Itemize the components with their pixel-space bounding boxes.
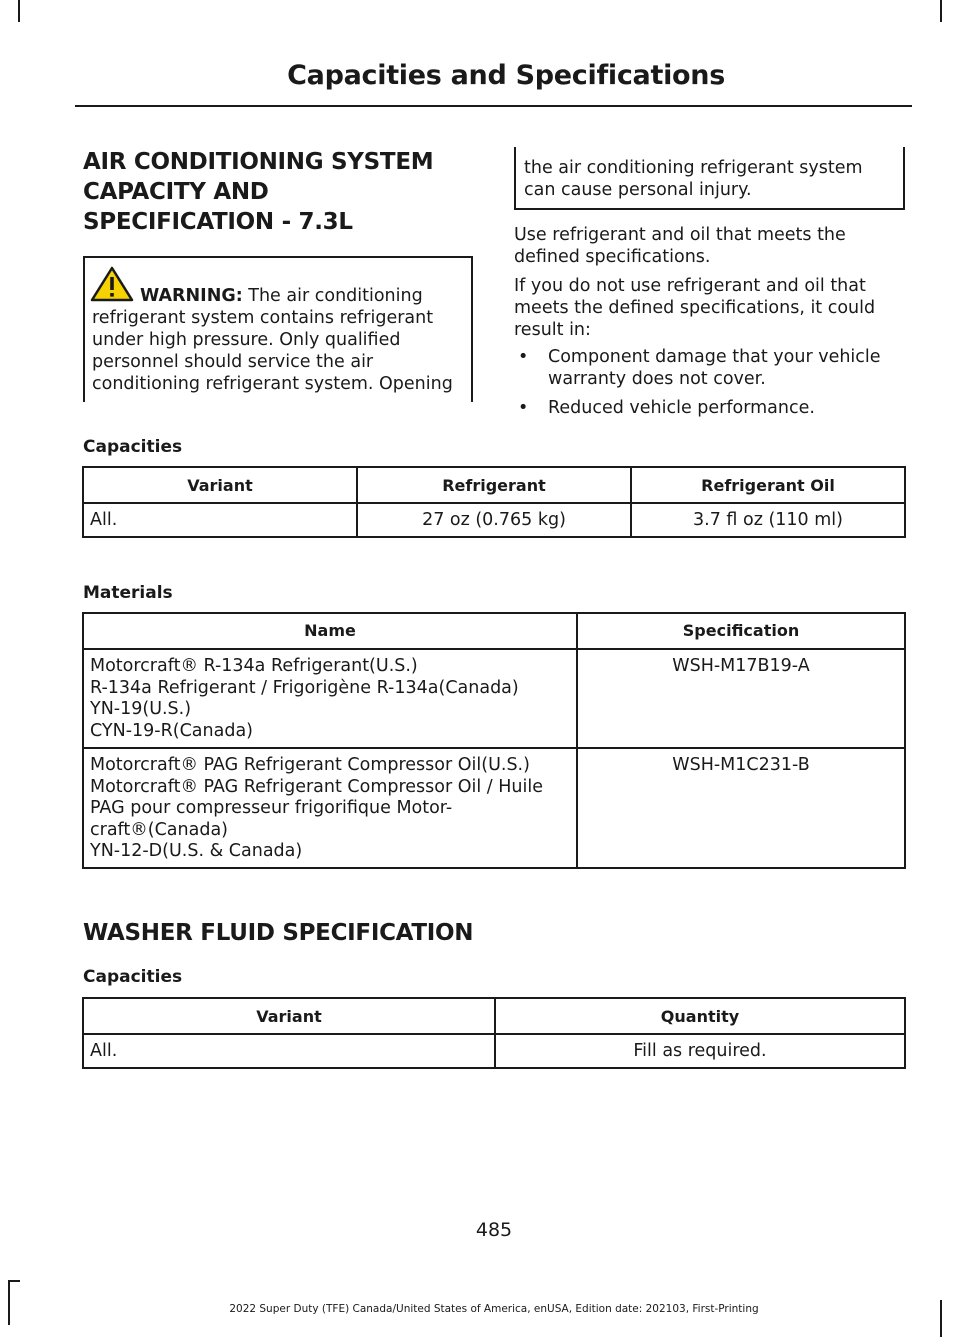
table-row	[83, 503, 905, 537]
table-row	[83, 748, 905, 868]
table-row	[83, 1034, 905, 1068]
table-cell: 3.7 fl oz (110 ml)	[631, 503, 905, 537]
bullet-glyph: •	[518, 347, 529, 367]
crop-mark-bottom-left-h	[8, 1280, 20, 1282]
para-line: If you do not use refrigerant and oil that	[514, 276, 866, 296]
table-header-cell: Specification	[577, 613, 905, 649]
cell-line: PAG pour compresseur frigorifique Motor-	[90, 798, 453, 818]
table-header-row	[83, 998, 905, 1034]
warning-line: can cause personal injury.	[524, 180, 752, 200]
paragraph-1	[514, 224, 846, 268]
warning-line: conditioning refrigerant system. Opening	[92, 374, 453, 394]
list-item	[514, 397, 881, 419]
ac-section-heading	[83, 147, 433, 237]
para-line: result in:	[514, 320, 591, 340]
table-header-cell: Variant	[83, 998, 495, 1034]
bullet-line: Reduced vehicle performance.	[548, 398, 815, 418]
cell-line: R-134a Refrigerant / Frigorigène R-134a(Canada)	[90, 677, 519, 698]
warning-text-first: The air conditioning	[248, 286, 423, 306]
table-cell: WSH-M1C231-B	[577, 748, 905, 868]
para-line: meets the defined specifications, it could	[514, 298, 876, 318]
washer-capacities-table	[82, 997, 906, 1069]
cell-line: YN-19(U.S.)	[90, 699, 192, 719]
bullet-list	[514, 346, 881, 419]
table-header-cell: Variant	[83, 467, 357, 503]
table-cell: All.	[83, 503, 357, 537]
page-header-title: Capacities and Specifications	[287, 60, 725, 91]
warning-continued-text	[524, 157, 863, 201]
warning-text	[92, 285, 470, 395]
table-row	[83, 649, 905, 748]
cell-line: Motorcraft® PAG Refrigerant Compressor Oil / Huile	[90, 776, 544, 797]
cell-line: CYN-19-R(Canada)	[90, 720, 253, 741]
edition-footer: 2022 Super Duty (TFE) Canada/United States of America, enUSA, Edition date: 202103, First-Printing	[229, 1303, 759, 1315]
materials-title: Materials	[83, 583, 173, 603]
table-cell	[83, 748, 577, 868]
heading-line: AIR CONDITIONING SYSTEM	[83, 149, 434, 175]
warning-label: WARNING:	[140, 286, 243, 306]
table-header-cell: Refrigerant Oil	[631, 467, 905, 503]
bullet-line: warranty does not cover.	[548, 369, 766, 389]
materials-table	[82, 612, 906, 869]
table-header-cell: Quantity	[495, 998, 905, 1034]
paragraph-2	[514, 275, 875, 341]
bullet-glyph: •	[518, 398, 529, 418]
cell-line: craft®(Canada)	[90, 819, 229, 840]
table-header-row	[83, 613, 905, 649]
page-number: 485	[475, 1219, 513, 1241]
warning-line: under high pressure. Only qualified	[92, 330, 401, 350]
table-header-row	[83, 467, 905, 503]
warning-line: refrigerant system contains refrigerant	[92, 308, 434, 328]
washer-capacities-title: Capacities	[83, 967, 183, 987]
header-rule	[75, 105, 912, 107]
crop-mark-top-right	[940, 0, 942, 22]
table-cell	[83, 649, 577, 748]
table-cell: WSH-M17B19-A	[577, 649, 905, 748]
table-cell: 27 oz (0.765 kg)	[357, 503, 631, 537]
table-cell: All.	[83, 1034, 495, 1068]
list-item	[514, 346, 881, 390]
cell-line: Motorcraft® R-134a Refrigerant(U.S.)	[90, 656, 418, 676]
heading-line: CAPACITY AND	[83, 179, 269, 205]
table-cell: Fill as required.	[495, 1034, 905, 1068]
bullet-line: Component damage that your vehicle	[548, 347, 881, 367]
capacities-table	[82, 466, 906, 538]
washer-section-heading: WASHER FLUID SPECIFICATION	[83, 920, 474, 946]
table-header-cell: Name	[83, 613, 577, 649]
crop-mark-top-left	[18, 0, 20, 22]
warning-line: personnel should service the air	[92, 352, 374, 372]
heading-line: SPECIFICATION - 7.3L	[83, 209, 353, 235]
capacities-title: Capacities	[83, 437, 183, 457]
cell-line: YN-12-D(U.S. & Canada)	[90, 841, 303, 861]
para-line: defined specifications.	[514, 247, 711, 267]
warning-line: the air conditioning refrigerant system	[524, 158, 863, 178]
cell-line: Motorcraft® PAG Refrigerant Compressor Oil(U.S.)	[90, 755, 530, 775]
table-header-cell: Refrigerant	[357, 467, 631, 503]
para-line: Use refrigerant and oil that meets the	[514, 225, 846, 245]
